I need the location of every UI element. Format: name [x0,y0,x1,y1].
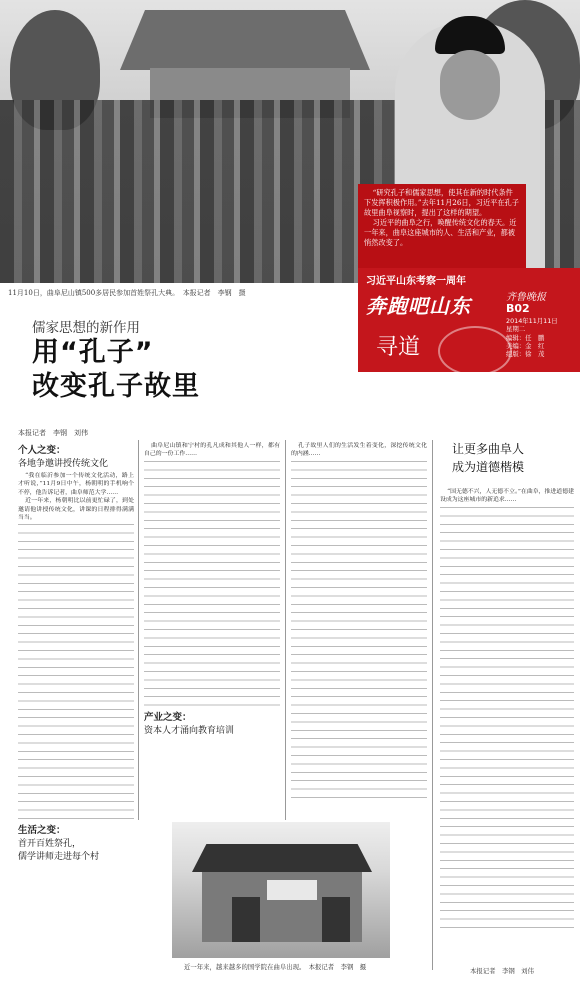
column-divider [432,440,433,970]
body-paragraph: “我在临沂参加一个传统文化活动，路上才听说，”11月9日中午，杨朝明的手机响个不停，他告诉记者，曲阜师范大学…… [18,473,134,496]
body-text-lines [440,505,574,935]
art-editor-credit: 美编：金 红 [506,341,545,350]
academy-door [232,897,260,942]
section-name: 寻道 [376,335,421,360]
side-heading-line: 成为道德楷模 [452,460,525,474]
section-heading: 生活之变： [18,825,66,837]
headline-line: 改变孔子故里 [32,371,200,402]
body-text-lines [291,459,427,799]
article-column-4 [440,488,574,958]
column-divider [285,440,286,820]
article-column-2 [144,442,280,822]
section-banner [358,268,580,372]
newspaper-name: 齐鲁晚报 [506,292,546,303]
headline [32,336,200,404]
column-divider [138,440,139,820]
top-photo-caption [8,288,246,298]
academy-roof [192,832,372,872]
series-title: 习近平山东考察一周年 [366,276,466,287]
quote-paragraph: 习近平的曲阜之行，唤醒传统文化的春天。近一年来，曲阜这座城市的人、生活和产业，都被悄然改变了。 [364,218,517,247]
byline: 本报记者 李钢 刘伟 [18,429,88,437]
body-text-lines [18,522,134,822]
article-end-credit: 本报记者 李钢 刘伟 [470,967,534,975]
swirl-decoration [438,326,512,376]
photo-credit: 本报记者 李钢 摄 [308,963,367,971]
academy-plaque [267,880,317,900]
body-paragraph: 近一年来，杨朝明比以前更忙碌了，到处邀请他讲授传统文化，讲课的日程排得满满当当。 [18,498,134,522]
layout-credit: 组版：徐 茂 [506,350,545,359]
bottom-photo-caption [184,962,366,971]
face [440,50,500,120]
body-paragraph: “国无德不兴，人无德不立。”在曲阜，推进道德建设成为这座城市的新追求…… [440,489,574,504]
body-text-lines [144,459,280,709]
bottom-news-photo [172,822,390,958]
page-number: B02 [506,302,530,315]
issue-date: 2014年11月11日 [506,317,558,325]
edition-meta [506,317,558,358]
article-column-1 [18,442,134,962]
lead-quote-box [358,184,526,268]
caption-text: 近一年来，越来越多的国学院在曲阜出现。 [184,963,303,971]
section-subheading: 儒学讲师走进每个村 [18,852,100,863]
section-subheading: 首开百姓祭孔， [18,839,82,850]
headline-kicker: 儒家思想的新作用 [32,320,140,336]
body-paragraph: 曲阜尼山镇和宁村的孔凡成和其他人一样，都有自己的一份工作…… [144,443,280,458]
section-heading: 产业之变： [144,711,192,723]
side-heading [452,440,524,476]
section-subheading: 各地争邀讲授传统文化 [18,459,109,469]
side-heading-line: 让更多曲阜人 [452,442,525,456]
body-paragraph: 孔子故里人们的生活发生着变化，深挖传统文化的内涵…… [291,443,427,458]
temple-roof [120,10,370,70]
quote-paragraph: “研究孔子和儒家思想，使其在新的时代条件下发挥积极作用。”去年11月26日，习近平在孔子故里曲阜视察时，提出了这样的期望。 [364,188,519,217]
article-column-3 [291,442,427,818]
section-subheading: 资本人才涌向教育培训 [144,725,235,736]
photo-credit: 本报记者 李钢 摄 [182,289,246,297]
headline-line: 用“孔子” [32,337,154,368]
caption-text: 11月10日，曲阜尼山镇500多居民参加首姓祭孔大典。 [8,289,176,297]
section-heading: 个人之变： [18,445,66,456]
issue-weekday: 星期二 [506,325,526,334]
editor-credit: 编辑：任 鹏 [506,333,545,342]
academy-door [322,897,350,942]
column-brand: 奔跑吧山东 [366,294,471,318]
